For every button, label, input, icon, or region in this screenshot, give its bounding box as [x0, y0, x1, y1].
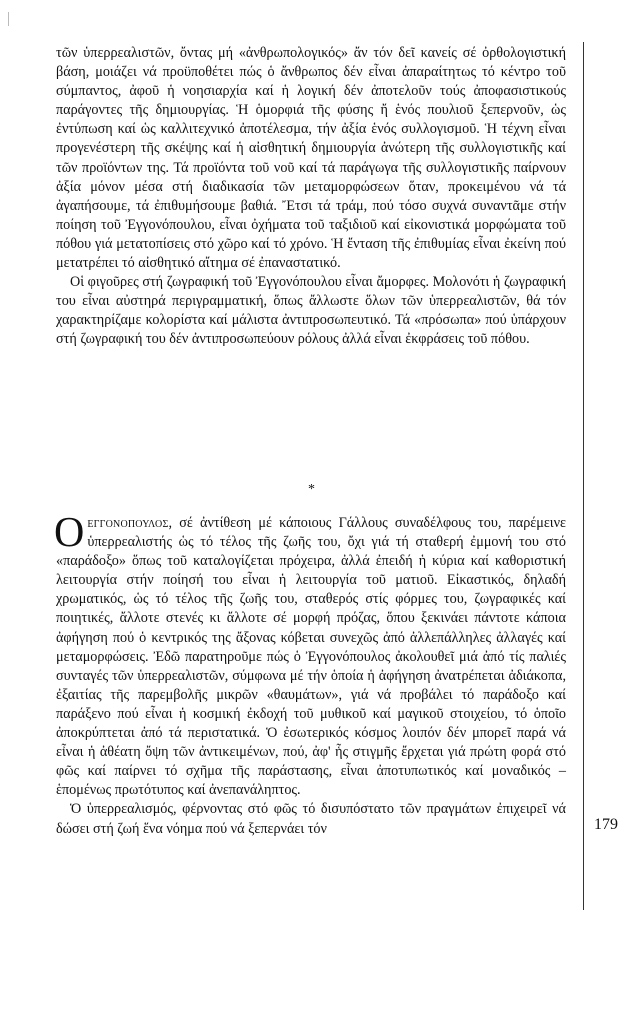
paragraph-body: , σέ ἀντίθεση μέ κάποιους Γάλλους συναδέλφους του, παρέμεινε ὑπερρεαλιστής ὡς τό τέλος τῆς ζωῆς του, ὄχι γιά τή σταθερή ἐμμονή του στό «παράδοξο» ὅπως τοῦ καταλογίζεται πρόχειρα, ἀλλά ἐπειδή ἡ κύρια καί καθοριστική λειτουργία στήν ποίησή του εἶναι ἡ λειτουργία τοῦ ματιοῦ. Εἰκαστικός, δηλαδή χρωματικός, ὡς τό τέλος τῆς ζωῆς του, σταθερός στίς φόρμες του, ζωγραφικές καί ποιητικές, ἄλλοτε στενές κι ἄλλοτε σέ μορφή πρόζας, ὅπου ξεκινάει πάντοτε κάποια ἀφήγηση πού ὁ κεντρικός της ἄξονας κόβεται συνεχῶς ἀπό ἀλλεπάλληλες ἀλλαγές καί μεταμορφώσεις. Ἐδῶ παρατηροῦμε πώς ὁ Ἐγγονόπουλος ἀκολουθεῖ μιά ἀπό τίς παλιές συνταγές τῶν ὑπερρεαλιστῶν, σύμφωνα μέ τήν ὁποία ἡ ἀφήγηση ἀνατρέπεται ἀδιάκοπα, ἐξαιτίας τῆς παρεμβολῆς μικρῶν «θαυμάτων», γιά νά προβάλει τό παράδοξο καί παράξενο πού εἶναι ἡ κοσμική ἐκδοχή τοῦ μυθικοῦ καί μαγικοῦ στοιχείου, τό ὁποῖο ἀποκρύπτεται ἀπό τά περιστατικά. Ὁ ἐσωτερικός κόσμος λοιπόν δέν μπορεῖ παρά νά εἶναι ἡ ἀθέατη ὄψη τῶν ἀντικειμένων, πού, ἀφ' ἧς στιγμῆς ἔρχεται γιά πρώτη φορά στό φῶς καί παίρνει τό σχῆμα τῆς παράστασης, εἶναι ἀποτυπωτικός καί μοναδικός – ἑπομένως πρωτότυπος καί ἀνεπανάληπτος. — [56, 515, 566, 799]
margin-rule — [583, 42, 584, 910]
scan-mark — [8, 12, 9, 26]
page-number: 179 — [594, 816, 618, 833]
paragraph-engonopoulos — [54, 510, 566, 800]
author-name-smallcaps: εγγονοπουλος — [87, 515, 169, 531]
lower-text-block — [54, 510, 566, 839]
paragraph-surrealism: Ὁ ὑπερρεαλισμός, φέρνοντας στό φῶς τό δισυπόστατο τῶν πραγμάτων ἐπιχειρεῖ νά δώσει στή ζωή ἕνα νόημα πού νά ξεπερνάει τόν — [56, 801, 566, 837]
upper-text-block — [56, 44, 566, 350]
paragraph-figures: Οἱ φιγοῦρες στή ζωγραφική τοῦ Ἐγγονόπουλου εἶναι ἄμορφες. Μολονότι ἡ ζωγραφική του εἶναι αὐστηρά περιγραμματική, ὅπως ἄλλωστε ὅλων τῶν ὑπερρεαλιστῶν, θά τόν χαρακτηρίζαμε κολορίστα καί μάλιστα ἀντιπροσωπευτικό. Τά «πρόσωπα» πού ὑπάρχουν στή ζωγραφική του δέν ἀντιπροσωπεύουν ρόλους ἀλλά εἶναι ἐκφράσεις τοῦ πόθου. — [56, 274, 566, 348]
section-separator: * — [308, 482, 315, 497]
paragraph-continuation: τῶν ὑπερρεαλιστῶν, ὄντας μή «ἀνθρωπολογικός» ἄν τόν δεῖ κανείς σέ ὀρθολογιστική βάση, μοιάζει νά προϋποθέτει πώς ὁ ἄνθρωπος δέν εἶναι ἀπαραίτητως τό κέντρο τοῦ σύμπαντος, ἀφοῦ ἡ νοησιαρχία καί ἡ λογική δέν ἀποτελοῦν τούς ἀποφασιστικούς παράγοντες τῆς δημιουργίας. Ἡ ὁμορφιά τῆς φύσης ἤ ἑνός πουλιοῦ ξεπερνοῦν, ὡς ἐντύπωση καί ὡς καλλιτεχνικό ἀποτέλεσμα, τήν ἀξία ἑνός συλλογισμοῦ. Ἡ τέχνη εἶναι προγενέστερη τῆς σκέψης καί ἡ αἰσθητική δημιουργία ἀνώτερη τῆς συλλογιστικῆς καί τῶν προϊόντων της. Τά προϊόντα τοῦ νοῦ καί τά παράγωγα τῆς συλλογιστικῆς παίρνουν ἀξία μόνον μέσα στή διαδικασία τῶν μεταμορφώσεων ὅταν, προκειμένου νά τά ἀγαπήσουμε, τά ἐπιθυμήσουμε βαθιά. Ἔτσι τά τράμ, πού τόσο συχνά συναντᾶμε στήν ποίηση τοῦ Ἐγγονόπουλου, εἶναι ὀχήματα τοῦ ταξιδιοῦ καί εἰκονιστικά μορφώματα τοῦ πόθου γιά μετατοπίσεις στό χῶρο καί τό χρόνο. Ἡ ἔνταση τῆς ἐπιθυμίας εἶναι ἐκείνη πού μετατρέπει τό αἰσθητικό αἴτημα σέ ἐπαναστατικό. — [56, 45, 566, 272]
drop-cap: Ο — [54, 510, 85, 556]
